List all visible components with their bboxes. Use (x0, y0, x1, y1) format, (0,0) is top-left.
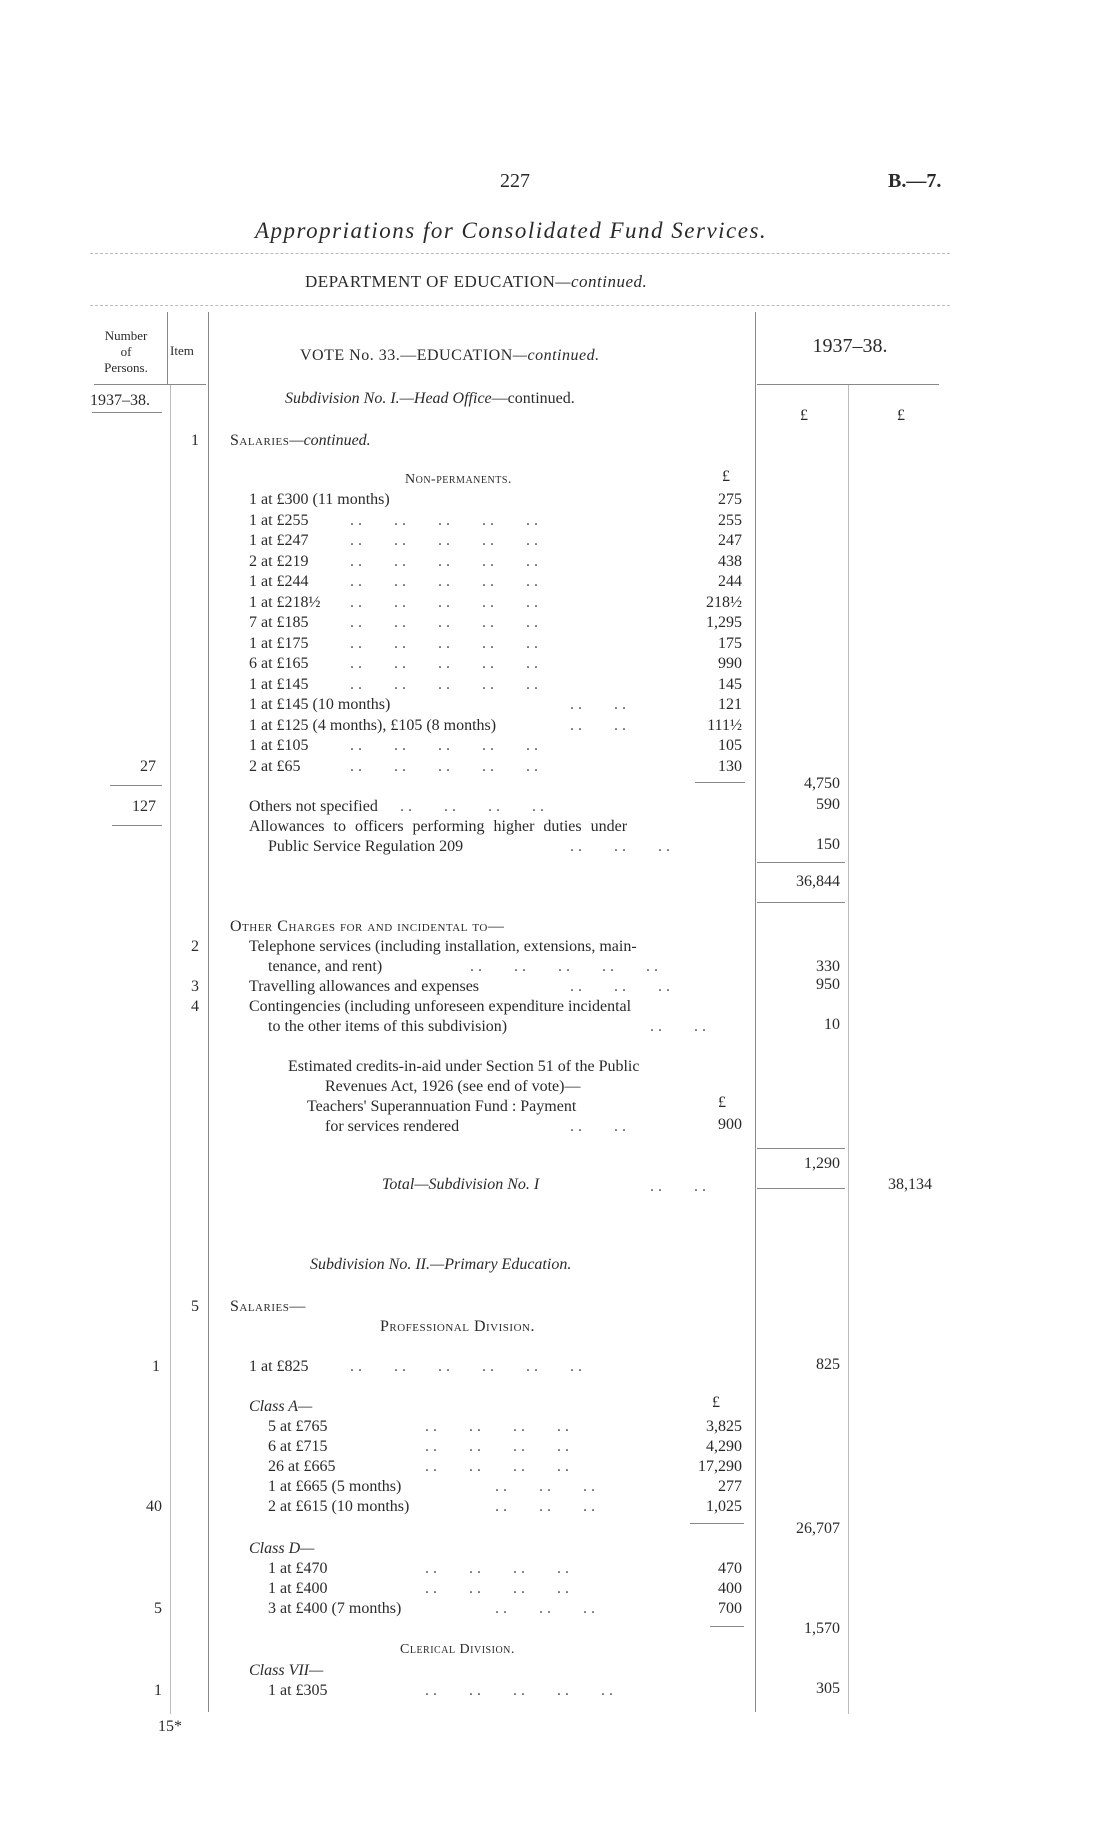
list-item-value: 275 (718, 491, 742, 508)
class-a-total: 26,707 (796, 1520, 840, 1537)
item-number: 2 (191, 938, 199, 955)
allowances-line2: Public Service Regulation 209 (268, 838, 464, 855)
list-item-value: 218½ (706, 594, 742, 611)
persons-count: 127 (132, 798, 156, 815)
telephone-line1: Telephone services (including installation, extensions, main- (249, 938, 637, 955)
credits-line2: Revenues Act, 1926 (see end of vote)— (325, 1078, 581, 1095)
list-item-label: 7 at £185 (249, 614, 309, 631)
list-item-value: 244 (718, 573, 742, 590)
list-item-value: 3,825 (706, 1418, 742, 1435)
credits-line1: Estimated credits-in-aid under Section 51 of the Public (288, 1058, 640, 1075)
class-a-pound: £ (712, 1394, 720, 1411)
subdivision-ii-heading: Subdivision No. II.—Primary Education. (310, 1256, 572, 1273)
printer-signature: 15* (158, 1718, 182, 1735)
persons-count: 5 (154, 1600, 162, 1617)
list-item-label: 1 at £400 (268, 1580, 328, 1597)
contingencies-line2: to the other items of this subdivision) (268, 1018, 508, 1035)
professional-division-heading: Professional Division. (380, 1318, 535, 1335)
travelling-label: Travelling allowances and expenses (249, 978, 480, 995)
list-item-label: 6 at £715 (268, 1438, 328, 1455)
list-item-label: 1 at £255 (249, 512, 309, 529)
list-item-label: 1 at £125 (4 months), £105 (8 months) (249, 717, 497, 734)
list-item-value: 1,295 (706, 614, 742, 631)
subdivision-total-label: Total—Subdivision No. I (382, 1176, 540, 1193)
clerical-division-heading: Clerical Division. (400, 1642, 515, 1657)
list-item-label: 2 at £65 (249, 758, 301, 775)
report-reference: B.—7. (888, 170, 942, 192)
year-left: 1937–38. (90, 392, 150, 409)
page-number: 227 (500, 170, 530, 192)
list-item-label: 1 at £105 (249, 737, 309, 754)
list-item-value: 121 (718, 696, 742, 713)
credits-line4: for services rendered (325, 1118, 460, 1135)
item-number: 4 (191, 998, 199, 1015)
list-item-label: 1 at £218½ (249, 594, 321, 611)
list-item-value: 130 (718, 758, 742, 775)
class-d-total: 1,570 (804, 1620, 840, 1637)
pound-col2: £ (897, 407, 905, 424)
list-item-label: 1 at £300 (11 months) (249, 491, 390, 508)
list-item-value: 145 (718, 676, 742, 693)
pound-col1: £ (800, 407, 808, 424)
list-item-label: 6 at £165 (249, 655, 309, 672)
at825-label: 1 at £825 (249, 1358, 309, 1375)
list-item-value: 1,025 (706, 1498, 742, 1515)
list-item-label: 1 at £145 (249, 676, 309, 693)
list-item-value: 17,290 (698, 1458, 742, 1475)
list-item-value: 175 (718, 635, 742, 652)
list-item-label: 26 at £665 (268, 1458, 336, 1475)
list-item-value: 255 (718, 512, 742, 529)
allowances-line1: Allowances to officers performing higher duties under (249, 818, 628, 835)
class-a-heading: Class A— (249, 1398, 313, 1415)
others-label: Others not specified (249, 798, 378, 815)
salaries-heading-ii: Salaries— (230, 1298, 306, 1315)
travelling-value: 950 (816, 976, 840, 993)
list-item-value: 400 (718, 1580, 742, 1597)
nonperm-subtotal: 4,750 (804, 775, 840, 792)
list-item-value: 247 (718, 532, 742, 549)
contingencies-line1: Contingencies (including unforeseen expenditure incidental (249, 998, 632, 1015)
other-charges-heading: Other Charges for and incidental to— (230, 918, 505, 935)
salaries-total: 36,844 (796, 873, 840, 890)
list-item-value: 277 (718, 1478, 742, 1495)
subdivision-heading: Subdivision No. I.—Head Office—continued. (285, 390, 575, 407)
list-item-label: 2 at £219 (249, 553, 309, 570)
list-item-value: 111½ (707, 717, 742, 734)
others-value: 590 (816, 796, 840, 813)
persons-count: 1 (154, 1682, 162, 1699)
item-number: 5 (191, 1298, 199, 1315)
list-item-label: 5 at £765 (268, 1418, 328, 1435)
list-item-label: 1 at £470 (268, 1560, 328, 1577)
page-title: Appropriations for Consolidated Fund Services. (255, 218, 768, 243)
salaries-heading: Salaries—continued. (230, 432, 371, 449)
list-item-label: 1 at £145 (10 months) (249, 696, 391, 713)
list-item-value: 4,290 (706, 1438, 742, 1455)
persons-count: 1 (152, 1358, 160, 1375)
list-item-value: 105 (718, 737, 742, 754)
telephone-line2: tenance, and rent) (268, 958, 383, 975)
persons-count: 40 (146, 1498, 162, 1515)
list-item-value: 470 (718, 1560, 742, 1577)
list-item-label: 3 at £400 (7 months) (268, 1600, 402, 1617)
item-number: 1 (191, 432, 199, 449)
list-item-label: 1 at £665 (5 months) (268, 1478, 402, 1495)
list-item-value: 438 (718, 553, 742, 570)
list-item-label: 1 at £247 (249, 532, 309, 549)
list-item-label: 2 at £615 (10 months) (268, 1498, 410, 1515)
other-charges-total: 1,290 (804, 1155, 840, 1172)
at305-value: 305 (816, 1680, 840, 1697)
list-item-label: 1 at £175 (249, 635, 309, 652)
class-d-heading: Class D— (249, 1540, 315, 1557)
credits-pound: £ (718, 1094, 726, 1111)
nonpermanents-heading: Non-permanents. (405, 472, 512, 487)
at825-value: 825 (816, 1356, 840, 1373)
list-item-label: 1 at £244 (249, 573, 309, 590)
list-item-value: 990 (718, 655, 742, 672)
nonperm-pound: £ (722, 468, 730, 485)
telephone-value: 330 (816, 958, 840, 975)
credits-value: 900 (718, 1116, 742, 1133)
at305-label: 1 at £305 (268, 1682, 328, 1699)
item-number: 3 (191, 978, 199, 995)
persons-column-header: Number of Persons. (104, 328, 148, 375)
list-item-value: 700 (718, 1600, 742, 1617)
department-heading: DEPARTMENT OF EDUCATION—continued. (305, 272, 648, 291)
persons-count: 27 (140, 758, 156, 775)
year-header: 1937–38. (812, 335, 888, 357)
subdivision-total-value: 38,134 (888, 1176, 932, 1193)
credits-line3: Teachers' Superannuation Fund : Payment (307, 1098, 577, 1115)
contingencies-value: 10 (824, 1016, 840, 1033)
item-column-header: Item (170, 343, 194, 358)
allowances-value: 150 (816, 836, 840, 853)
class-vii-heading: Class VII— (249, 1662, 324, 1679)
vote-title: VOTE No. 33.—EDUCATION—continued. (300, 347, 600, 364)
